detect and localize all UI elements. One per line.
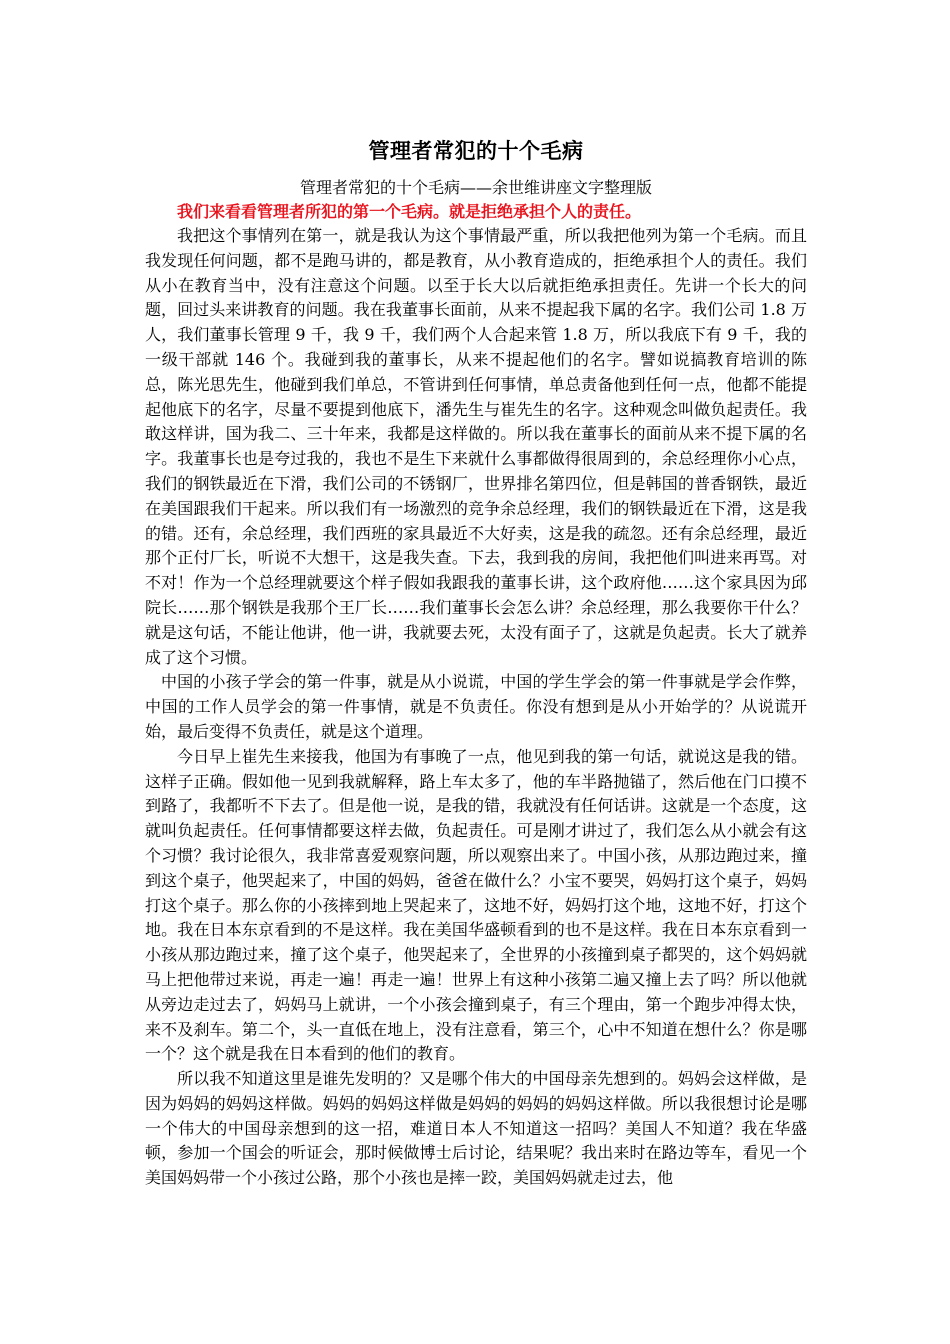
body-paragraph-1: 我把这个事情列在第一，就是我认为这个事情最严重，所以我把他列为第一个毛病。而且我发现任何问题，都不是跑马讲的，都是教育，从小教育造成的，拒绝承担个人的责任。我们从小在教育当中，没有注意这个问题。以至于长大以后就拒绝承担责任。先讲一个长大的问题，回过头来讲教育的问题。我在我董事长面前，从来不提起我下属的名字。我们公司 1.8 万人，我们董事长管理 9 千，我 9 千，我们两个人合起来管 1.8 万，所以我底下有 9 千，我的一级干部就 146 个。我碰到我的董事长，从来不提起他们的名字。譬如说搞教育培训的陈总，陈光思先生，他碰到我们单总，不管讲到任何事情，单总责备他到任何一点，他都不能提起他底下的名字，尽量不要提到他底下，潘先生与崔先生的名字。这种观念叫做负起责任。我敢这样讲，国为我二、三十年来，我都是这样做的。所以我在董事长的面前从来不提下属的名字。我董事长也是夸过我的，我也不是生下来就什么事都做得很周到的，余总经理你小心点，我们的钢铁最近在下滑，我们公司的不锈钢厂，世界排名第四位，但是韩国的普香钢铁，最近在美国跟我们干起来。所以我们有一场激烈的竞争余总经理，我们的钢铁最近在下滑，这是我的错。还有，余总经理，我们西班的家具最近不大好卖，这是我的疏忽。还有余总经理，最近那个正付厂长，听说不大想干，这是我失查。下去，我到我的房间，我把他们叫进来再骂。对不对！作为一个总经理就要这个样子假如我跟我的董事长讲，这个政府他……这个家具因为邱院长……那个钢铁是我那个王厂长……我们董事长会怎么讲？余总经理，那么我要你干什么？就是这句话，不能让他讲，他一讲，我就要去死，太没有面子了，这就是负起责。长大了就养成了这个习惯。	[145, 226, 807, 667]
body-paragraph-4: 所以我不知道这里是谁先发明的？又是哪个伟大的中国母亲先想到的。妈妈会这样做，是因为妈妈的妈妈这样做。妈妈的妈妈这样做是妈妈的妈妈的妈妈这样做。所以我很想讨论是哪一个伟大的中国母亲想到的这一招，难道日本人不知道这一招吗？美国人不知道？我在华盛顿，参加一个国会的听证会，那时候做博士后讨论，结果呢？我出来时在路边等车，看见一个美国妈妈带一个小孩过公路，那个小孩也是摔一跤，美国妈妈就走过去，他	[145, 1069, 807, 1188]
document-subtitle: 管理者常犯的十个毛病——余世维讲座文字整理版	[299, 178, 652, 197]
highlight-sentence: 我们来看看管理者所犯的第一个毛病。就是拒绝承担个人的责任。	[177, 202, 642, 221]
document-title: 管理者常犯的十个毛病	[368, 138, 584, 163]
body-paragraph-2: 中国的小孩子学会的第一件事，就是从小说谎，中国的学生学会的第一件事就是学会作弊，中国的工作人员学会的第一件事情，就是不负责任。你没有想到是从小开始学的？从说谎开始，最后变得不负责任，就是这个道理。	[145, 672, 807, 741]
body-paragraph-3: 今日早上崔先生来接我，他国为有事晚了一点，他见到我的第一句话，就说这是我的错。这样子正确。假如他一见到我就解释，路上车太多了，他的车半路抛锚了，然后他在门口摸不到路了，我都听不下去了。但是他一说，是我的错，我就没有任何话讲。这就是一个态度，这就叫负起责任。任何事情都要这样去做，负起责任。可是刚才讲过了，我们怎么从小就会有这个习惯？我讨论很久，我非常喜爱观察问题，所以观察出来了。中国小孩，从那边跑过来，撞到这个桌子，他哭起来了，中国的妈妈，爸爸在做什么？小宝不要哭，妈妈打这个桌子，妈妈打这个桌子。那么你的小孩摔到地上哭起来了，这地不好，妈妈打这个地，这地不好，打这个地。我在日本东京看到的不是这样。我在美国华盛顿看到的也不是这样。我在日本东京看到一小孩从那边跑过来，撞了这个桌子，他哭起来了，全世界的小孩撞到桌子都哭的，这个妈妈就马上把他带过来说，再走一遍！再走一遍！世界上有这种小孩第二遍又撞上去了吗？所以他就从旁边走过去了，妈妈马上就讲，一个小孩会撞到桌子，有三个理由，第一个跑步冲得太快，来不及刹车。第二个，头一直低在地上，没有注意看，第三个，心中不知道在想什么？你是哪一个？这个就是我在日本看到的他们的教育。	[145, 746, 807, 1064]
document-page	[145, 136, 807, 1191]
